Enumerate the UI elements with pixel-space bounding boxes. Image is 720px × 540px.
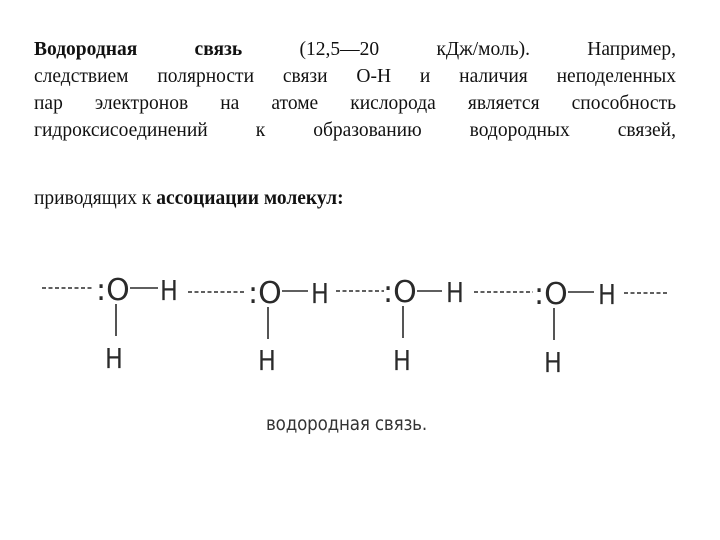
diagram-caption: водородная связь. xyxy=(266,413,428,435)
text-line-5-plain: приводящих к xyxy=(34,188,157,209)
text-line-3: пар электронов на атоме кислорода является способность xyxy=(34,93,676,114)
term-molecule-association: ассоциации молекул: xyxy=(156,188,344,209)
oxygen-atom-4: :O xyxy=(534,277,568,312)
hydrogen-atom-v-4: H xyxy=(544,347,562,380)
hydrogen-atom-h-4: H xyxy=(598,279,616,312)
oxygen-atom-3: :O xyxy=(383,275,417,310)
hydrogen-atom-h-1: H xyxy=(160,275,178,308)
text-line-2: следствием полярности связи O-H и наличия неподеленных xyxy=(34,66,676,87)
hydrogen-atom-h-3: H xyxy=(446,277,464,310)
oxygen-atom-1: :O xyxy=(96,273,130,308)
energy-range: (12,5—20 кДж/моль). Например, xyxy=(242,39,676,60)
oxygen-atom-2: :O xyxy=(248,276,282,311)
hydrogen-atom-v-1: H xyxy=(105,343,123,376)
text-line-4: гидроксисоединений к образованию водородных связей, xyxy=(34,120,676,141)
hydrogen-atom-h-2: H xyxy=(311,278,329,311)
term-hydrogen-bond: Водородная связь xyxy=(34,39,243,60)
hydrogen-atom-v-2: H xyxy=(258,345,276,378)
hydrogen-atom-v-3: H xyxy=(393,345,411,378)
